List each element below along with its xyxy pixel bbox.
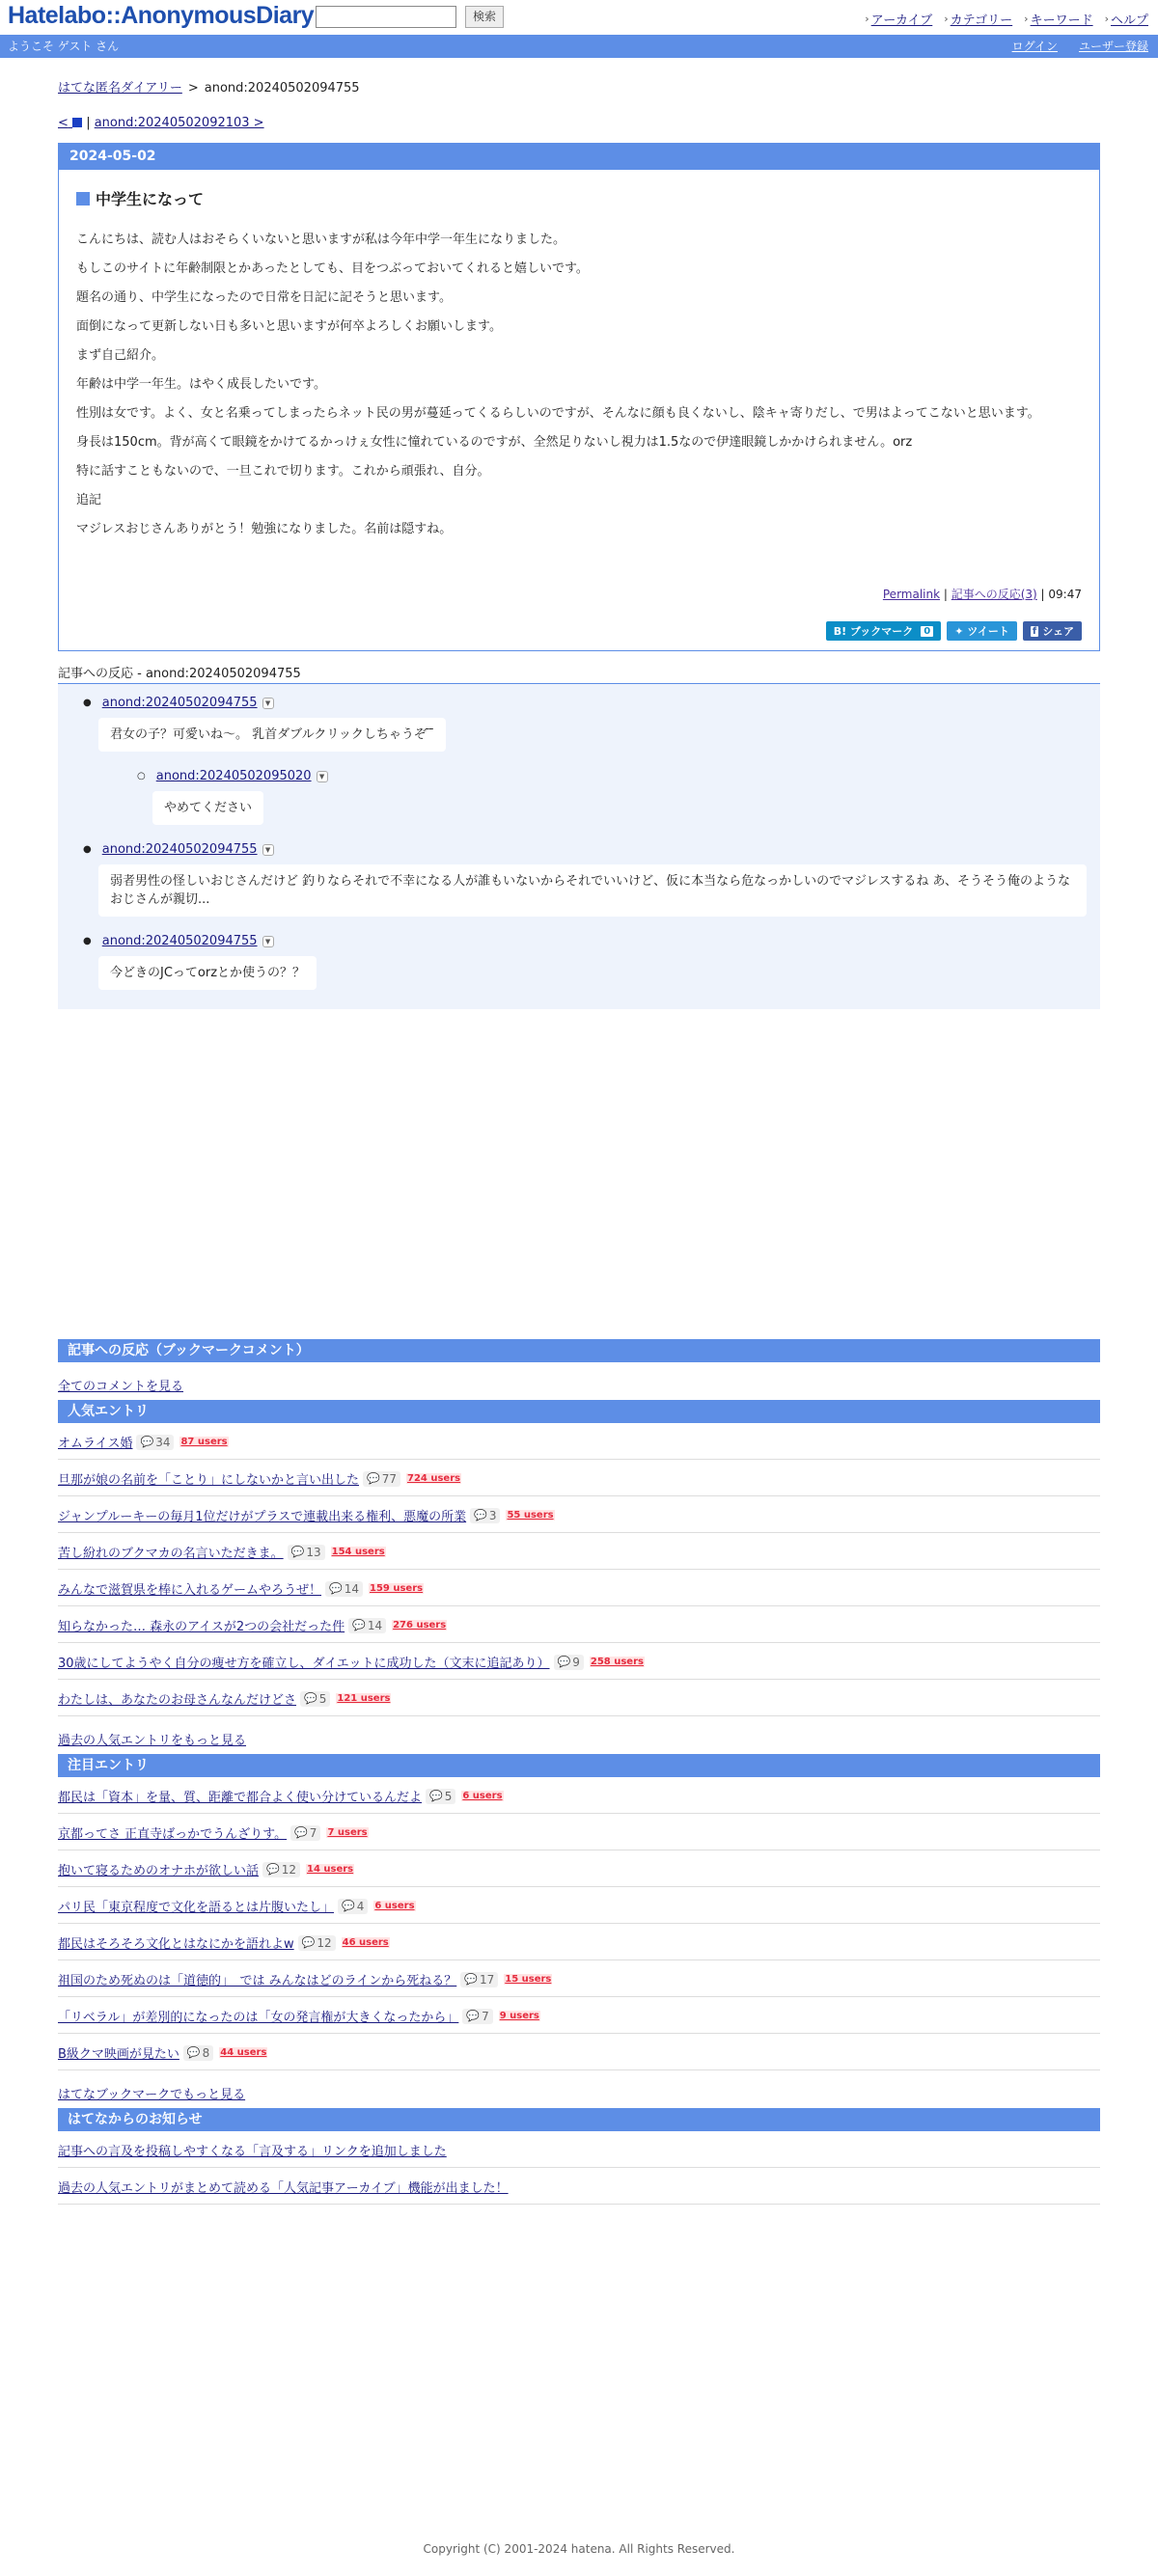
entry-row <box>58 1423 1100 1460</box>
comment-count: 12 <box>317 1935 332 1950</box>
entry-title <box>76 187 1082 209</box>
comment-count: 34 <box>155 1435 171 1449</box>
breadcrumb-current: anond:20240502094755 <box>204 81 360 96</box>
reference-item <box>83 696 1100 752</box>
bookmark-users-count[interactable]: 6 users <box>374 1901 415 1911</box>
reference-quote: やめてください <box>152 791 263 825</box>
speech-bubble-icon: 💬 <box>304 1692 317 1705</box>
bookmark-comments-header: 記事への反応（ブックマークコメント） <box>58 1339 1100 1362</box>
search-button[interactable]: 検索 <box>465 6 504 28</box>
entry-link[interactable]: 「リベラル」が差別的になったのは「女の発言権が大きくなったから」 <box>58 2011 459 2025</box>
bullet-icon: ● <box>83 844 92 855</box>
welcome-bar <box>0 35 1158 58</box>
reference-quote: 弱者男性の怪しいおじさんだけど 釣りならそれで不幸になる人が誰もいないからそれでいいけど、仮に本当なら危なっかしいのでマジレスするね あ、そうそう俺のようなおじさんが親切... <box>98 864 1087 917</box>
dropdown-icon[interactable]: ▼ <box>262 936 274 947</box>
entry-row <box>58 1924 1100 1960</box>
dropdown-icon[interactable]: ▼ <box>317 771 328 782</box>
comment-count-badge[interactable] <box>136 1435 174 1450</box>
entry-link[interactable]: みんなで滋賀県を棒に入れるゲームやろうぜ！ <box>58 1583 322 1598</box>
comment-count: 12 <box>281 1862 296 1877</box>
chevron-right-icon: › <box>1104 13 1109 25</box>
speech-bubble-icon: 💬 <box>301 1936 316 1949</box>
entry-date: 2024-05-02 <box>59 144 1099 170</box>
comment-count-badge[interactable] <box>462 2009 492 2024</box>
entry-paragraph: 年齢は中学一年生。はやく成長したいです。 <box>76 377 326 392</box>
bookmark-users-count[interactable]: 87 users <box>180 1437 228 1447</box>
twitter-bird-icon: ✦ <box>954 624 964 638</box>
speech-bubble-icon: 💬 <box>294 1826 308 1839</box>
entry-link[interactable]: 知らなかった… 森永のアイスが2つの会社だった件 <box>58 1620 345 1634</box>
site-header <box>0 0 1158 35</box>
bookmark-users-count[interactable]: 46 users <box>342 1937 389 1948</box>
entry-link[interactable]: 都民は「資本」を量、質、距離で都合よく使い分けているんだよ <box>58 1791 423 1805</box>
pager-prev-arrow: < <box>58 116 69 130</box>
comment-count-badge[interactable] <box>363 1471 400 1487</box>
entry-row <box>58 1777 1100 1814</box>
pager-prev-link[interactable] <box>58 116 82 130</box>
pager-next-link[interactable]: anond:20240502092103 > <box>94 116 264 130</box>
register-link[interactable]: ユーザー登録 <box>1078 40 1148 53</box>
references-list <box>58 684 1100 1009</box>
permalink-link[interactable]: Permalink <box>882 588 941 601</box>
entry-link[interactable]: 苦し紛れのブクマカの名言いただきま。 <box>58 1547 284 1561</box>
news-header: はてなからのお知らせ <box>58 2108 1100 2131</box>
pager <box>58 116 1100 135</box>
bookmark-users-count[interactable]: 724 users <box>407 1473 461 1484</box>
speech-bubble-icon: 💬 <box>342 1900 355 1912</box>
reference-quote: 今どきのJCってorzとか使うの？？ <box>98 956 317 990</box>
entry-title-text: 中学生になって <box>96 190 205 208</box>
bookmark-users-count[interactable]: 14 users <box>307 1864 354 1875</box>
bookmark-users-count[interactable]: 15 users <box>505 1974 552 1985</box>
pager-divider: | <box>86 116 91 130</box>
main-content <box>58 58 1100 1009</box>
nav-link-help[interactable]: ヘルプ <box>1110 14 1148 28</box>
comment-count-badge[interactable] <box>262 1862 300 1877</box>
news-link[interactable]: 記事への言及を投稿しやすくなる「言及する」リンクを追加しました <box>58 2145 447 2159</box>
popular-entries-list <box>58 1423 1100 1716</box>
speech-bubble-icon: 💬 <box>266 1863 280 1876</box>
chevron-right-icon: › <box>865 13 869 25</box>
hot-more-link[interactable]: はてなブックマークでもっと見る <box>58 2088 246 2102</box>
speech-bubble-icon: 💬 <box>290 1546 305 1558</box>
search-input[interactable] <box>316 6 456 28</box>
entry-paragraph: 追記 <box>76 493 102 507</box>
entry-row <box>58 1960 1100 1997</box>
bookmark-users-count[interactable]: 7 users <box>327 1827 368 1838</box>
comment-count: 8 <box>202 2045 210 2060</box>
speech-bubble-icon: 💬 <box>557 1656 571 1668</box>
speech-bubble-icon: 💬 <box>464 1973 478 1986</box>
top-nav <box>865 10 1148 28</box>
entry-row <box>58 1496 1100 1533</box>
bookmark-count: 0 <box>921 626 933 637</box>
welcome-text: ようこそ ゲスト さん <box>8 40 120 53</box>
comment-count-badge[interactable] <box>460 1972 498 1987</box>
news-link[interactable]: 過去の人気エントリがまとめて読める「人気記事アーカイブ」機能が出ました！ <box>58 2181 509 2196</box>
square-icon <box>72 118 82 127</box>
bookmark-users-count[interactable]: 6 users <box>462 1791 503 1801</box>
footer-copyright: Copyright (C) 2001-2024 hatena. All Rights Reserved. <box>423 2542 735 2556</box>
bookmark-label: B! ブックマーク <box>833 625 914 638</box>
nav-link-category[interactable]: カテゴリー <box>950 14 1013 28</box>
share-buttons <box>76 621 1082 641</box>
comment-count-badge[interactable] <box>325 1581 363 1597</box>
comment-count-badge[interactable] <box>290 1825 320 1841</box>
entry-link[interactable]: パリ民「東京程度で文化を語るとは片腹いたし」 <box>58 1901 335 1915</box>
bullet-icon: ○ <box>137 771 146 781</box>
login-link[interactable]: ログイン <box>1011 40 1058 53</box>
bookmark-users-count[interactable]: 121 users <box>337 1693 391 1704</box>
square-icon <box>76 192 90 206</box>
chevron-right-icon: › <box>1024 13 1029 25</box>
diary-day <box>58 143 1100 651</box>
entry-row <box>58 1850 1100 1887</box>
news-item <box>58 2168 1100 2205</box>
bookmark-users-count[interactable]: 9 users <box>499 2011 539 2021</box>
entry-paragraph: もしこのサイトに年齢制限とかあったとしても、目をつぶっておいてくれると嬉しいです。 <box>76 261 589 276</box>
entry-link[interactable]: 祖国のため死ぬのは「道徳的」 では みんなはどのラインから死ねる？ <box>58 1974 457 1988</box>
entry-body <box>59 170 1099 650</box>
entry-link[interactable]: 都民はそろそろ文化とはなにかを語れよw <box>58 1937 294 1952</box>
speech-bubble-icon: 💬 <box>367 1472 380 1485</box>
entry-paragraph: こんにちは、読む人はおそらくいないと思いますが私は今年中学一年生になりました。 <box>76 233 566 247</box>
popular-more-link[interactable]: 過去の人気エントリをもっと見る <box>58 1734 247 1748</box>
tweet-button[interactable] <box>947 621 1017 641</box>
speech-bubble-icon: 💬 <box>140 1436 154 1448</box>
entry-paragraph: 性別は女です。よく、女と名乗ってしまったらネット民の男が蔓延ってくるらしいのですが、そんなに顔も良くないし、陰キャ寄りだし、で男はよってこないと思います。 <box>76 406 1040 421</box>
speech-bubble-icon: 💬 <box>474 1509 487 1521</box>
entry-link[interactable]: B級クマ映画が見たい <box>58 2047 179 2062</box>
tweet-label: ツイート <box>967 625 1009 638</box>
entry-link[interactable]: 京都ってさ 正直寺ばっかでうんざりす。 <box>58 1827 288 1842</box>
comment-count-badge[interactable] <box>183 2045 213 2061</box>
entry-paragraph: 特に話すこともないので、一旦これで切ります。これから頑張れ、自分。 <box>76 464 490 479</box>
entry-time: 09:47 <box>1048 588 1082 601</box>
comment-count: 14 <box>344 1581 359 1596</box>
bookmark-users-count[interactable]: 44 users <box>220 2047 267 2058</box>
speech-bubble-icon: 💬 <box>186 2046 201 2059</box>
entry-row <box>58 1997 1100 2034</box>
facebook-share-button[interactable] <box>1023 621 1082 641</box>
entry-row <box>58 1814 1100 1850</box>
entry-link[interactable]: 抱いて寝るためのオナホが欲しい話 <box>58 1864 260 1878</box>
entry-link[interactable]: わたしは、あなたのお母さんなんだけどさ <box>58 1693 297 1708</box>
comment-count: 9 <box>572 1655 580 1669</box>
comment-count-badge[interactable] <box>300 1691 330 1707</box>
entry-paragraph: 題名の通り、中学生になったので日常を日記に記そうと思います。 <box>76 290 452 305</box>
entry-row <box>58 1887 1100 1924</box>
reference-item <box>83 934 1100 990</box>
reference-quote: 君女の子？可愛いね〜。 乳首ダブルクリックしちゃうぞ ̄ ̄ <box>98 718 446 752</box>
bookmark-users-count[interactable]: 154 users <box>331 1547 385 1557</box>
comment-count-badge[interactable] <box>426 1789 455 1804</box>
comment-count: 14 <box>367 1618 383 1632</box>
hot-entries-list <box>58 1777 1100 2070</box>
bookmark-users-count[interactable]: 276 users <box>393 1620 447 1631</box>
breadcrumb-separator: > <box>187 81 199 96</box>
facebook-icon: f <box>1032 625 1037 637</box>
comment-count: 3 <box>488 1508 497 1522</box>
reference-link[interactable]: anond:20240502094755 <box>101 842 258 857</box>
speech-bubble-icon: 💬 <box>429 1790 443 1802</box>
nav-item-keyword[interactable] <box>1024 10 1092 28</box>
speech-bubble-icon: 💬 <box>466 2010 481 2022</box>
bookmark-users-count[interactable]: 159 users <box>370 1583 424 1594</box>
reference-link[interactable]: anond:20240502094755 <box>101 696 258 710</box>
bookmark-users-count[interactable]: 258 users <box>590 1657 644 1667</box>
entry-link[interactable]: オムライス婚 <box>58 1437 133 1451</box>
entry-link[interactable]: 30歳にしてようやく自分の痩せ方を確立し、ダイエットに成功した（文末に追記あり） <box>58 1657 550 1671</box>
references-header: 記事への反応 - anond:20240502094755 <box>58 663 1100 684</box>
comment-count: 17 <box>479 1972 495 1987</box>
comment-count: 4 <box>356 1899 365 1913</box>
hot-entries-header: 注目エントリ <box>58 1754 1100 1777</box>
comment-count-badge[interactable] <box>554 1655 584 1670</box>
speech-bubble-icon: 💬 <box>329 1582 343 1595</box>
site-logo[interactable]: Hatelabo::AnonymousDiary <box>8 2 315 29</box>
bullet-icon: ● <box>83 936 92 946</box>
entry-row <box>58 1570 1100 1606</box>
chevron-right-icon: › <box>944 13 949 25</box>
entry-paragraph: まず自己紹介。 <box>76 348 165 363</box>
comment-count: 5 <box>444 1789 453 1803</box>
nav-item-help[interactable] <box>1105 10 1148 28</box>
comment-count-badge[interactable] <box>338 1899 368 1914</box>
hatena-bookmark-button[interactable] <box>826 621 941 641</box>
entry-footer: Permalink | 記事への反応(3) | 09:47 <box>882 588 1082 601</box>
entry-row <box>58 1460 1100 1496</box>
all-comments-link[interactable]: 全てのコメントを見る <box>58 1380 184 1394</box>
reference-item <box>137 769 1100 825</box>
news-item <box>58 2131 1100 2168</box>
breadcrumb-home[interactable]: はてな匿名ダイアリー <box>58 81 182 96</box>
comment-count-badge[interactable] <box>298 1935 336 1951</box>
speech-bubble-icon: 💬 <box>352 1619 366 1631</box>
entry-link[interactable]: 旦那が娘の名前を「ことり」にしないかと言い出した <box>58 1473 360 1488</box>
comment-count-badge[interactable] <box>348 1618 386 1633</box>
dropdown-icon[interactable]: ▼ <box>262 698 274 709</box>
entry-paragraph: 面倒になって更新しない日も多いと思いますが何卒よろしくお願いします。 <box>76 319 502 334</box>
bullet-icon: ● <box>83 698 92 708</box>
comment-count: 7 <box>482 2009 489 2023</box>
nav-item-category[interactable] <box>944 10 1012 28</box>
popular-entries-header: 人気エントリ <box>58 1400 1100 1423</box>
entry-row <box>58 2034 1100 2070</box>
comment-count-badge[interactable] <box>288 1545 325 1560</box>
nav-link-archive[interactable]: アーカイブ <box>870 14 933 28</box>
entry-row <box>58 1533 1100 1570</box>
side-lists <box>58 1339 1100 2205</box>
comment-count: 77 <box>381 1471 397 1486</box>
entry-row <box>58 1680 1100 1716</box>
entry-paragraph: 身長は150cm。背が高くて眼鏡をかけてるかっけぇ女性に憧れているのですが、全然足りないし視力は1.5なので伊達眼鏡しかかけられません。orz <box>76 435 913 450</box>
entry-paragraph: マジレスおじさんありがとう！勉強になりました。名前は隠すね。 <box>76 522 453 536</box>
entry-row <box>58 1643 1100 1680</box>
entry-link[interactable]: ジャンプルーキーの毎月1位だけがプラスで連載出来る権利、悪魔の所業 <box>58 1510 467 1524</box>
reactions-link[interactable]: 記事への反応(3) <box>951 588 1037 601</box>
comment-count: 7 <box>309 1825 317 1840</box>
reference-item <box>83 842 1100 917</box>
reference-link[interactable]: anond:20240502094755 <box>101 934 258 948</box>
comment-count-badge[interactable] <box>470 1508 500 1523</box>
reference-link[interactable]: anond:20240502095020 <box>155 769 312 783</box>
comment-count: 13 <box>306 1545 321 1559</box>
dropdown-icon[interactable]: ▼ <box>262 844 274 856</box>
entry-row <box>58 1606 1100 1643</box>
nav-link-keyword[interactable]: キーワード <box>1030 14 1093 28</box>
comment-count: 5 <box>318 1691 327 1706</box>
breadcrumb <box>58 77 1100 100</box>
facebook-share-label: シェア <box>1042 625 1074 638</box>
bookmark-users-count[interactable]: 55 users <box>507 1510 554 1521</box>
nav-item-archive[interactable] <box>865 10 932 28</box>
